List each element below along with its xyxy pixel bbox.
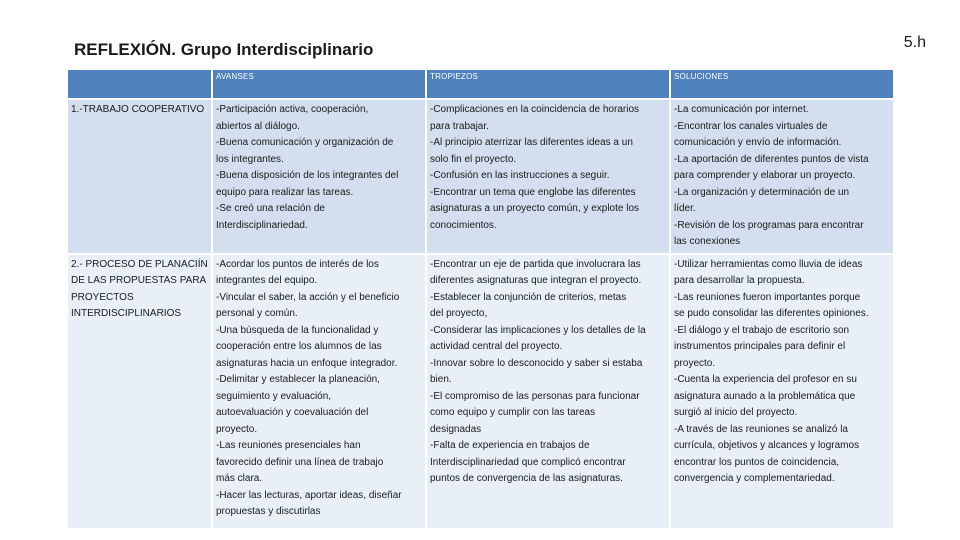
text-line: seguimiento y evaluación, [216,390,332,402]
table-row [68,255,893,528]
text-line: -Acordar los puntos de interés de los [216,258,379,270]
text-line: currícula, objetivos y alcances y logramos [674,440,860,451]
text-line: -Encontrar un tema que englobe las diferentes [430,186,636,198]
text-line: -Al principio aterrizar las diferentes ideas a un [430,137,633,148]
text-line: -Las reuniones presenciales han [216,440,361,451]
text-line: -La aportación de diferentes puntos de vista [674,153,869,165]
text-line: Interdisciplinariedad. [216,219,308,231]
text-line: proyecto. [674,357,716,369]
text-line: -Considerar las implicaciones y los detalles de la [430,324,646,336]
text-line: Interdisciplinariedad que complicó encontrar [430,456,626,468]
text-line: -Confusión en las instrucciones a seguir. [430,170,610,181]
text-line: DE LAS PROPUESTAS PARA [71,275,207,286]
text-line: favorecido definir una línea de trabajo [216,456,384,468]
cell-avances [213,100,425,253]
text-line: INTERDISCIPLINARIOS [71,308,182,319]
text-line: equipo para realizar las tareas. [216,186,354,198]
cell-soluciones [671,100,893,253]
text-line: comunicación y envío de información. [674,137,842,148]
text-line: conocimientos. [430,219,497,231]
header-blank [68,70,211,98]
text-line: actividad central del proyecto. [430,341,563,352]
text-line: proyecto. [216,423,258,435]
text-line: -El diálogo y el trabajo de escritorio son [674,324,850,336]
text-line: propuestas y discutirlas [216,506,321,517]
text-line: -Buena disposición de los integrantes del [216,170,399,181]
text-line: -Buena comunicación y organización de [216,137,394,148]
text-line: cooperación entre los alumnos de las [216,341,382,352]
text-line: -Se creó una relación de [216,203,325,214]
row-label-trabajo-cooperativo [68,100,211,253]
text-line: del proyecto, [430,308,488,319]
text-line: se pudo consolidar las diferentes opiniones. [674,308,869,319]
cell-avances [213,255,425,528]
header-avances: AVANSES [213,70,425,98]
text-line: -El compromiso de las personas para funcionar [430,390,640,402]
page-number: 5.h [903,34,926,51]
text-line: -Vincular el saber, la acción y el beneficio [216,291,400,303]
text-line: personal y común. [216,308,298,319]
text-line: para comprender y elaborar un proyecto. [674,170,856,181]
text-line: para desarrollar la propuesta. [674,275,805,286]
text-line: asignatura aunado a la problemática que [674,390,856,402]
text-line: designadas [430,423,482,435]
row-label-proceso-planeacion [68,255,211,528]
text-line: diferentes asignaturas que integran el proyecto. [430,275,642,286]
text-line: autoevaluación y coevaluación del [216,407,369,418]
cell-tropiezos [427,100,669,253]
text-line: convergencia y complementariedad. [674,473,835,484]
text-line: -Revisión de los programas para encontrar [674,219,864,231]
text-line: bien. [430,374,452,385]
text-line: -Hacer las lecturas, aportar ideas, diseñar [216,489,402,501]
text-line: asignaturas a un proyecto común, y explote los [430,203,640,214]
text-line: -Delimitar y establecer la planeación, [216,374,380,385]
text-line: solo fin el proyecto. [430,153,517,165]
text-line: -La organización y determinación de un [674,186,850,198]
reflection-table [66,68,895,530]
text-line: 2.- PROCESO DE PLANACIÍN [71,258,208,270]
cell-tropiezos [427,255,669,528]
text-line: -Una búsqueda de la funcionalidad y [216,324,379,336]
text-line: -A través de las reuniones se analizó la [674,423,848,435]
text-line: surgió al inicio del proyecto. [674,407,798,418]
header-soluciones: SOLUCIONES [671,70,893,98]
table-header-row [68,70,893,98]
table-row [68,100,893,253]
text-line: más clara. [216,473,263,484]
text-line: PROYECTOS [71,291,134,303]
text-line: -Falta de experiencia en trabajos de [430,440,590,451]
text-line: para trabajar. [430,120,489,132]
text-line: -La comunicación por internet. [674,104,809,115]
text-line: encontrar los puntos de coincidencia, [674,456,840,468]
text-line: -Cuenta la experiencia del profesor en su [674,374,857,385]
text-line: asignaturas hacia un enfoque integrador. [216,357,398,369]
text-line: integrantes del equipo. [216,275,318,286]
text-line: líder. [674,203,696,214]
text-line: puntos de convergencia de las asignaturas. [430,473,623,484]
text-line: abiertos al diálogo. [216,120,300,132]
header-tropiezos: TROPIEZOS [427,70,669,98]
text-line: las conexiones [674,236,741,247]
text-line: -Las reuniones fueron importantes porque [674,291,861,303]
text-line: instrumentos principales para definir el [674,341,846,352]
text-line: -Participación activa, cooperación, [216,104,369,115]
text-line: 1.-TRABAJO COOPERATIVO [71,104,205,115]
text-line: los integrantes. [216,153,284,165]
page-title: REFLEXIÓN. Grupo Interdisciplinario [74,40,374,59]
text-line: -Establecer la conjunción de criterios, metas [430,291,627,303]
text-line: -Encontrar los canales virtuales de [674,120,828,132]
text-line: -Complicaciones en la coincidencia de horarios [430,104,639,115]
cell-soluciones [671,255,893,528]
text-line: -Innovar sobre lo desconocido y saber si estaba [430,357,643,369]
text-line: -Encontrar un eje de partida que involucrara las [430,258,641,270]
text-line: como equipo y cumplir con las tareas [430,407,596,418]
text-line: -Utilizar herramientas como lluvia de ideas [674,258,863,270]
